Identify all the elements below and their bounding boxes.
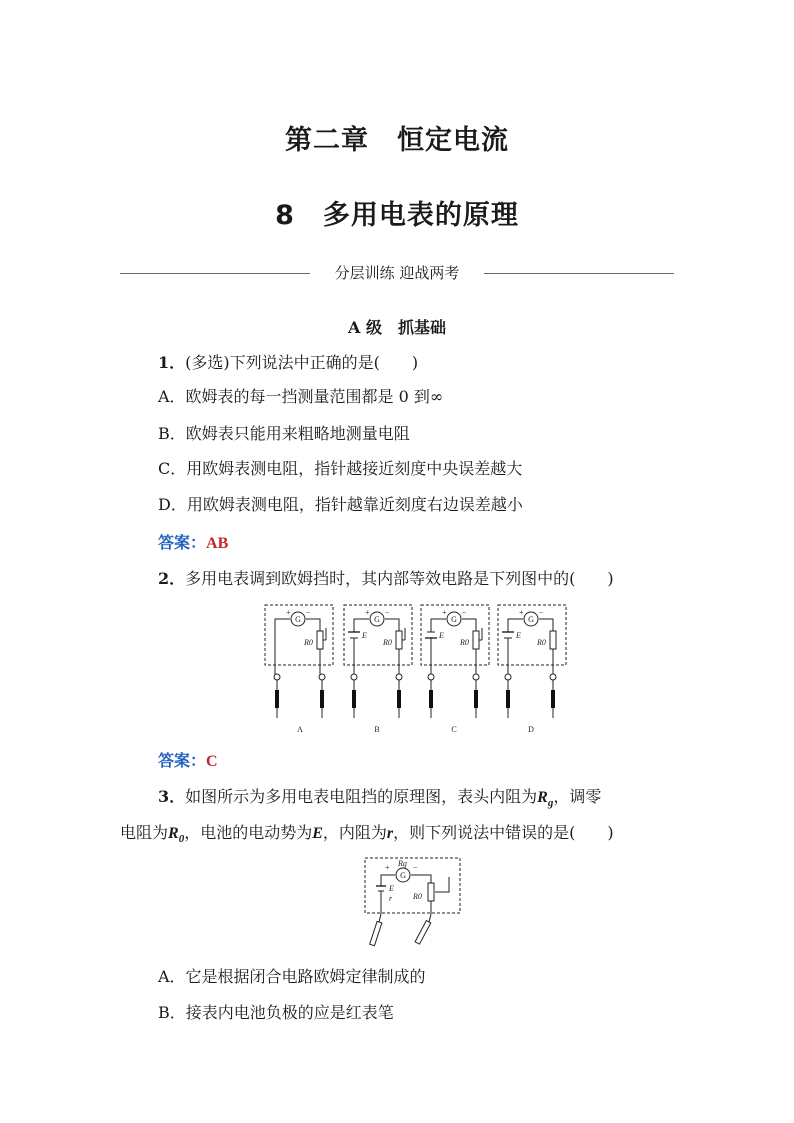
q3-minus: − <box>413 863 418 872</box>
r0-label-c: R0 <box>460 638 469 647</box>
q1-number: 1． <box>158 353 186 372</box>
q3-text-2b: ，电池的电动势为 <box>184 823 313 842</box>
minus-b: − <box>385 608 390 617</box>
q3-line1 <box>158 786 601 814</box>
g-label-a: G <box>295 615 301 624</box>
q1-option-d: D．用欧姆表测电阻，指针越靠近刻度右边误差越小 <box>158 495 523 514</box>
e-label-c: E <box>439 631 444 640</box>
q3-probes <box>370 921 431 946</box>
q3-label-e: E <box>389 884 394 893</box>
probe-terminals <box>274 674 556 680</box>
q3-option-a: A．它是根据闭合电路欧姆定律制成的 <box>158 967 426 986</box>
q3-text-2d: ，则下列说法中错误的是( ) <box>393 823 614 842</box>
circuit-label-b: B <box>374 725 380 734</box>
answer-label-2: 答案： <box>158 751 207 770</box>
q3-label-g: G <box>400 871 406 880</box>
q1-text: (多选)下列说法中正确的是( ) <box>185 353 419 372</box>
e-label-b: E <box>362 631 367 640</box>
q1-option-a: A．欧姆表的每一挡测量范围都是 0 到∞ <box>158 387 444 406</box>
q3-text-2c: ，内阻为 <box>322 823 387 842</box>
g-label-d: G <box>528 615 534 624</box>
q3-line2 <box>120 822 614 850</box>
g-label-c: G <box>451 615 457 624</box>
q2-answer <box>158 750 218 773</box>
r0-label-d: R0 <box>537 638 546 647</box>
e-label-d: E <box>516 631 521 640</box>
minus-c: − <box>462 608 467 617</box>
minus-d: − <box>539 608 544 617</box>
q3-label-r0: R0 <box>413 892 422 901</box>
q3-option-b: B．接表内电池负极的应是红表笔 <box>158 1003 394 1022</box>
q3-sub-0: 0 <box>178 833 185 846</box>
r0-label-b: R0 <box>383 638 392 647</box>
q2-answer-value: C <box>206 753 218 770</box>
plus-c: + <box>442 608 447 617</box>
circuit-label-d: D <box>528 725 534 734</box>
q2-circuit-figure <box>263 602 573 742</box>
banner-text: 分层训练 迎战两考 <box>334 264 460 282</box>
section-title: 8 多用电表的原理 <box>275 200 519 231</box>
q3-label-r: r <box>389 894 393 903</box>
q3-var-r0: R <box>168 825 179 842</box>
q3-label-rg: Rg <box>398 859 407 868</box>
answer-label: 答案： <box>158 533 207 552</box>
q3-var-rg: R <box>537 789 548 806</box>
circuit-label-a: A <box>297 725 303 734</box>
q3-var-e: E <box>312 825 323 842</box>
minus-a: − <box>306 608 311 617</box>
level-heading: A 级 抓基础 <box>348 318 446 337</box>
q3-sub-g: g <box>547 797 554 810</box>
q2-number: 2． <box>158 569 186 588</box>
plus-d: + <box>519 608 524 617</box>
r0-label-a: R0 <box>304 638 313 647</box>
q3-text-1b: ，调零 <box>553 787 602 806</box>
q3-text-1a: 如图所示为多用电表电阻挡的原理图，表头内阻为 <box>185 787 538 806</box>
q1-stem <box>158 352 418 374</box>
q1-option-c: C．用欧姆表测电阻，指针越接近刻度中央误差越大 <box>158 459 523 478</box>
q2-text: 多用电表调到欧姆挡时，其内部等效电路是下列图中的( ) <box>185 569 614 588</box>
circuit-label-c: C <box>451 725 457 734</box>
q3-plus: + <box>385 863 390 872</box>
plus-a: + <box>286 608 291 617</box>
g-label-b: G <box>374 615 380 624</box>
q1-option-b: B．欧姆表只能用来粗略地测量电阻 <box>158 424 410 443</box>
q1-answer <box>158 532 228 555</box>
q1-answer-value: AB <box>206 535 229 552</box>
q3-circuit-figure <box>363 856 463 956</box>
q2-stem <box>158 568 614 590</box>
q3-text-2a: 电阻为 <box>120 823 169 842</box>
banner <box>120 262 674 284</box>
chapter-title: 第二章 恒定电流 <box>285 125 509 156</box>
q3-var-r: r <box>386 825 394 842</box>
probe-handles <box>275 690 555 708</box>
plus-b: + <box>365 608 370 617</box>
q3-number: 3． <box>158 787 186 806</box>
